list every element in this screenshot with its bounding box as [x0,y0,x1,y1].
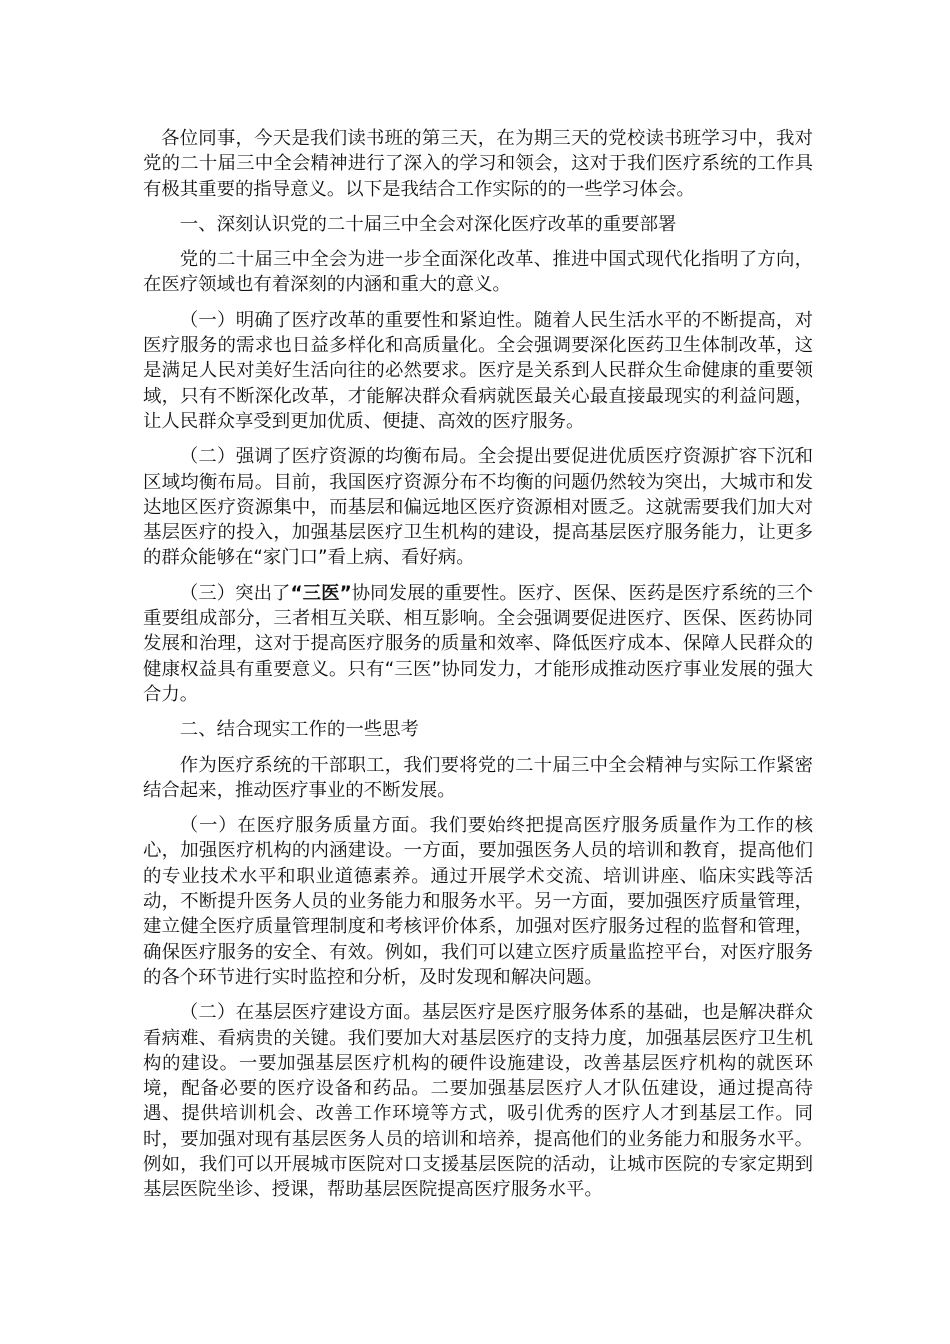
section-1-item-3-start: （三）突出了 [179,582,291,604]
section-2-item-1: （一）在医疗服务质量方面。我们要始终把提高医疗服务质量作为工作的核心，加强医疗机构的内涵建设。一方面，要加强医务人员的培训和教育，提高他们的专业技术水平和职业道德素养。通过开展学术交流、培训讲座、临床实践等活动，不断提升医务人员的业务能力和服务水平。另一方面，要加强医疗质量管理，建立健全医疗质量管理制度和考核评价体系，加强对医疗服务过程的监督和管理，确保医疗服务的安全、有效。例如，我们可以建立医疗质量监控平台，对医疗服务的各个环节进行实时监控和分析，及时发现和解决问题。 [143,815,813,988]
section-1-item-3 [143,581,813,707]
section-1-item-1: （一）明确了医疗改革的重要性和紧迫性。随着人民生活水平的不断提高，对医疗服务的需求也日益多样化和高质量化。全会强调要深化医药卫生体制改革，这是满足人民对美好生活向往的必然要求。医疗是关系到人民群众生命健康的重要领域，只有不断深化改革，才能解决群众看病就医最关心最直接最现实的利益问题，让人民群众享受到更加优质、便捷、高效的医疗服务。 [143,309,813,432]
section-1-item-3-bold: “三医” [290,582,352,604]
section-1-paragraph: 党的二十届三中全会为进一步全面深化改革、推进中国式现代化指明了方向，在医疗领域也有着深刻的内涵和重大的意义。 [143,249,813,296]
intro-paragraph: 各位同事，今天是我们读书班的第三天，在为期三天的党校读书班学习中，我对党的二十届三中全会精神进行了深入的学习和领会，这对于我们医疗系统的工作具有极其重要的指导意义。以下是我结合工作实际的的一些学习体会。 [143,128,813,200]
section-2-paragraph: 作为医疗系统的干部职工，我们要将党的二十届三中全会精神与实际工作紧密结合起来，推动医疗事业的不断发展。 [143,754,813,801]
section-1-item-2: （二）强调了医疗资源的均衡布局。全会提出要促进优质医疗资源扩容下沉和区域均衡布局。目前，我国医疗资源分布不均衡的问题仍然较为突出，大城市和发达地区医疗资源集中，而基层和偏远地区医疗资源相对匮乏。这就需要我们加大对基层医疗的投入，加强基层医疗卫生机构的建设，提高基层医疗服务能力，让更多的群众能够在“家门口”看上病、看好病。 [143,446,813,569]
section-2-heading: 二、结合现实工作的一些思考 [179,719,419,741]
section-2-item-2: （二）在基层医疗建设方面。基层医疗是医疗服务体系的基础，也是解决群众看病难、看病贵的关键。我们要加大对基层医疗的支持力度，加强基层医疗卫生机构的建设。一要加强基层医疗机构的硬件设施建设，改善基层医疗机构的就医环境，配备必要的医疗设备和药品。二要加强基层医疗人才队伍建设，通过提高待遇、提供培训机会、改善工作环境等方式，吸引优秀的医疗人才到基层工作。同时，要加强对现有基层医务人员的培训和培养，提高他们的业务能力和服务水平。例如，我们可以开展城市医院对口支援基层医院的活动，让城市医院的专家定期到基层医院坐诊、授课，帮助基层医院提高医疗服务水平。 [143,1002,813,1201]
document-body [143,126,813,1213]
section-1-item-3-rest: 协同发展的重要性。医疗、医保、医药是医疗系统的三个重要组成部分，三者相互关联、相互影响。全会强调要促进医疗、医保、医药协同发展和治理，这对于提高医疗服务的质量和效率、降低医疗成本、保障人民群众的健康权益具有重要意义。只有“三医”协同发力，才能形成推动医疗事业发展的强大合力。 [143,582,813,705]
section-1-heading: 一、深刻认识党的二十届三中全会对深化医疗改革的重要部署 [179,213,677,235]
